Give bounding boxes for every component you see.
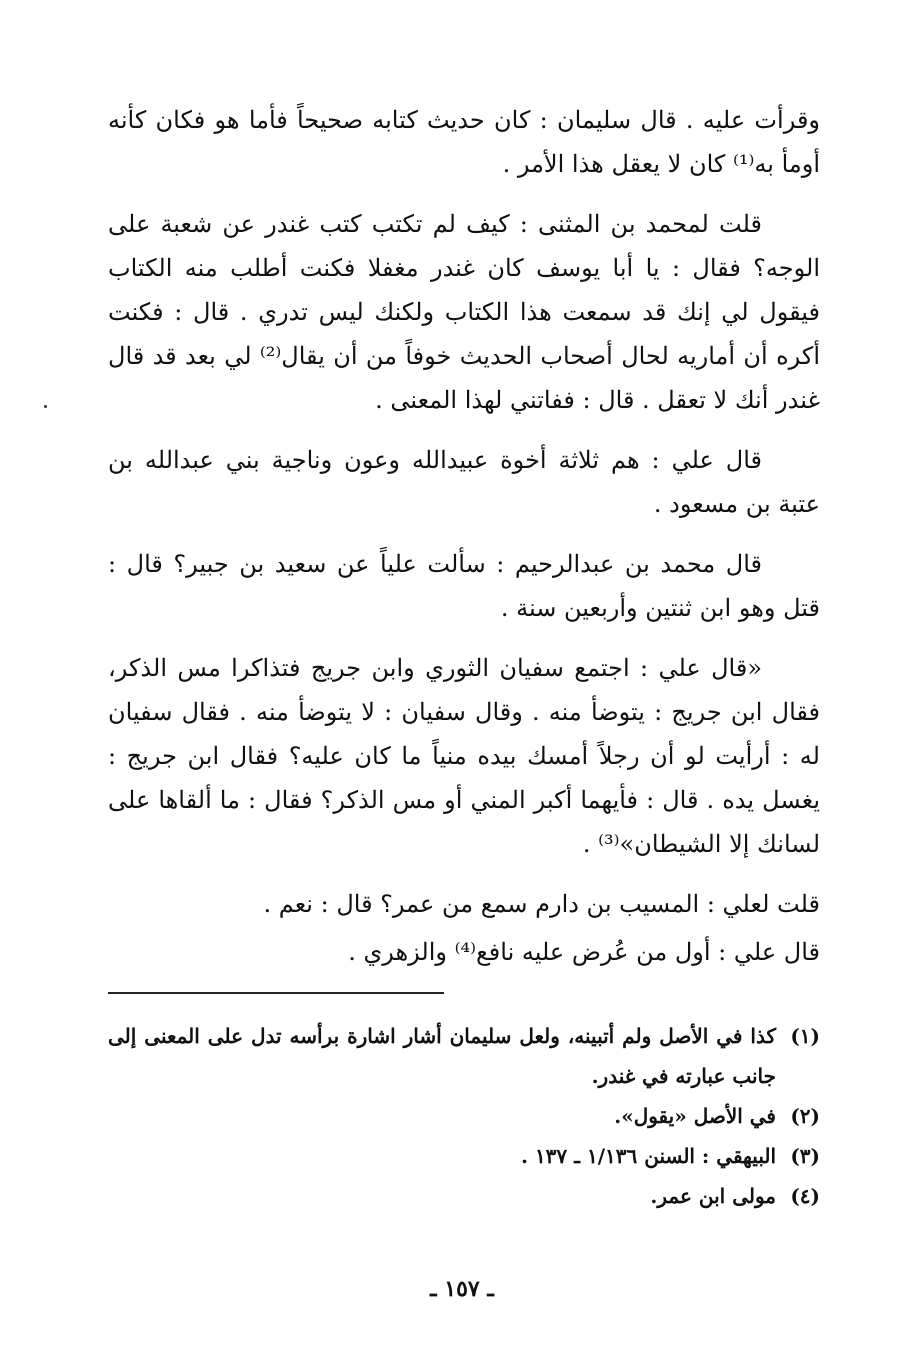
short-line-1: قلت لعلي : المسيب بن دارم سمع من عمر؟ قال : نعم .	[263, 890, 820, 918]
footnotes	[108, 1016, 820, 1216]
page-number: ـ ١٥٧ ـ	[430, 1276, 494, 1302]
short-line-2: قال علي : أول من عُرض عليه نافع⁽⁴⁾ والزهري .	[348, 938, 820, 966]
footnote-1	[108, 1016, 820, 1096]
footnote-text: في الأصل «يقول».	[614, 1104, 776, 1128]
short-lines	[108, 882, 820, 974]
footnote-text: البيهقي : السنن ١/١٣٦ ـ ١٣٧ .	[521, 1144, 776, 1168]
paragraph-5: «قال علي : اجتمع سفيان الثوري وابن جريج فتذاكرا مس الذكر، فقال ابن جريج : يتوضأ منه . وقال سفيان : لا يتوضأ منه . فقال سفيان له : أرأيت لو أن رجلاً أمسك بيده منياً ما كان عليه؟ فقال ابن جريج : يغسل يده . قال : فأيهما أكبر المني أو مس الذكر؟ فقال : ما ألقاها على لسانك إلا الشيطان»⁽³⁾ .	[108, 654, 820, 858]
footnote-divider	[108, 992, 444, 994]
footnote-4	[108, 1176, 820, 1216]
footnote-number: (٤)	[790, 1184, 820, 1208]
footnote-2	[108, 1096, 820, 1136]
footnote-number: (٢)	[790, 1104, 820, 1128]
paragraph-4: قال محمد بن عبدالرحيم : سألت علياً عن سعيد بن جبير؟ قال : قتل وهو ابن ثنتين وأربعين سنة .	[108, 550, 820, 622]
paragraph-2: قلت لمحمد بن المثنى : كيف لم تكتب كتب غندر عن شعبة على الوجه؟ فقال : يا أبا يوسف كان غندر مغفلا فكنت أطلب منه الكتاب فيقول لي إنك قد سمعت هذا الكتاب ولكنك ليس تدري . قال : فكنت أكره أن أماريه لحال أصحاب الحديث خوفاً من أن يقال⁽²⁾ لي بعد قد قال غندر أنك لا تعقل . قال : ففاتني لهذا المعنى .	[108, 210, 820, 414]
footnote-number: (١)	[790, 1024, 820, 1048]
scan-speck	[44, 405, 47, 408]
paragraph-3: قال علي : هم ثلاثة أخوة عبيدالله وعون وناجية بني عبدالله بن عتبة بن مسعود .	[108, 446, 820, 518]
footnote-text: مولى ابن عمر.	[650, 1184, 776, 1208]
page-body	[108, 98, 820, 1216]
footnote-3	[108, 1136, 820, 1176]
footnote-number: (٣)	[790, 1144, 820, 1168]
paragraph-1: وقرأت عليه . قال سليمان : كان حديث كتابه صحيحاً فأما هو فكان كأنه أومأ به⁽¹⁾ كان لا يعقل هذا الأمر .	[108, 106, 821, 178]
footnote-text: كذا في الأصل ولم أتبينه، ولعل سليمان أشار اشارة برأسه تدل على المعنى إلى جانب عبارته في غندر.	[108, 1024, 776, 1088]
